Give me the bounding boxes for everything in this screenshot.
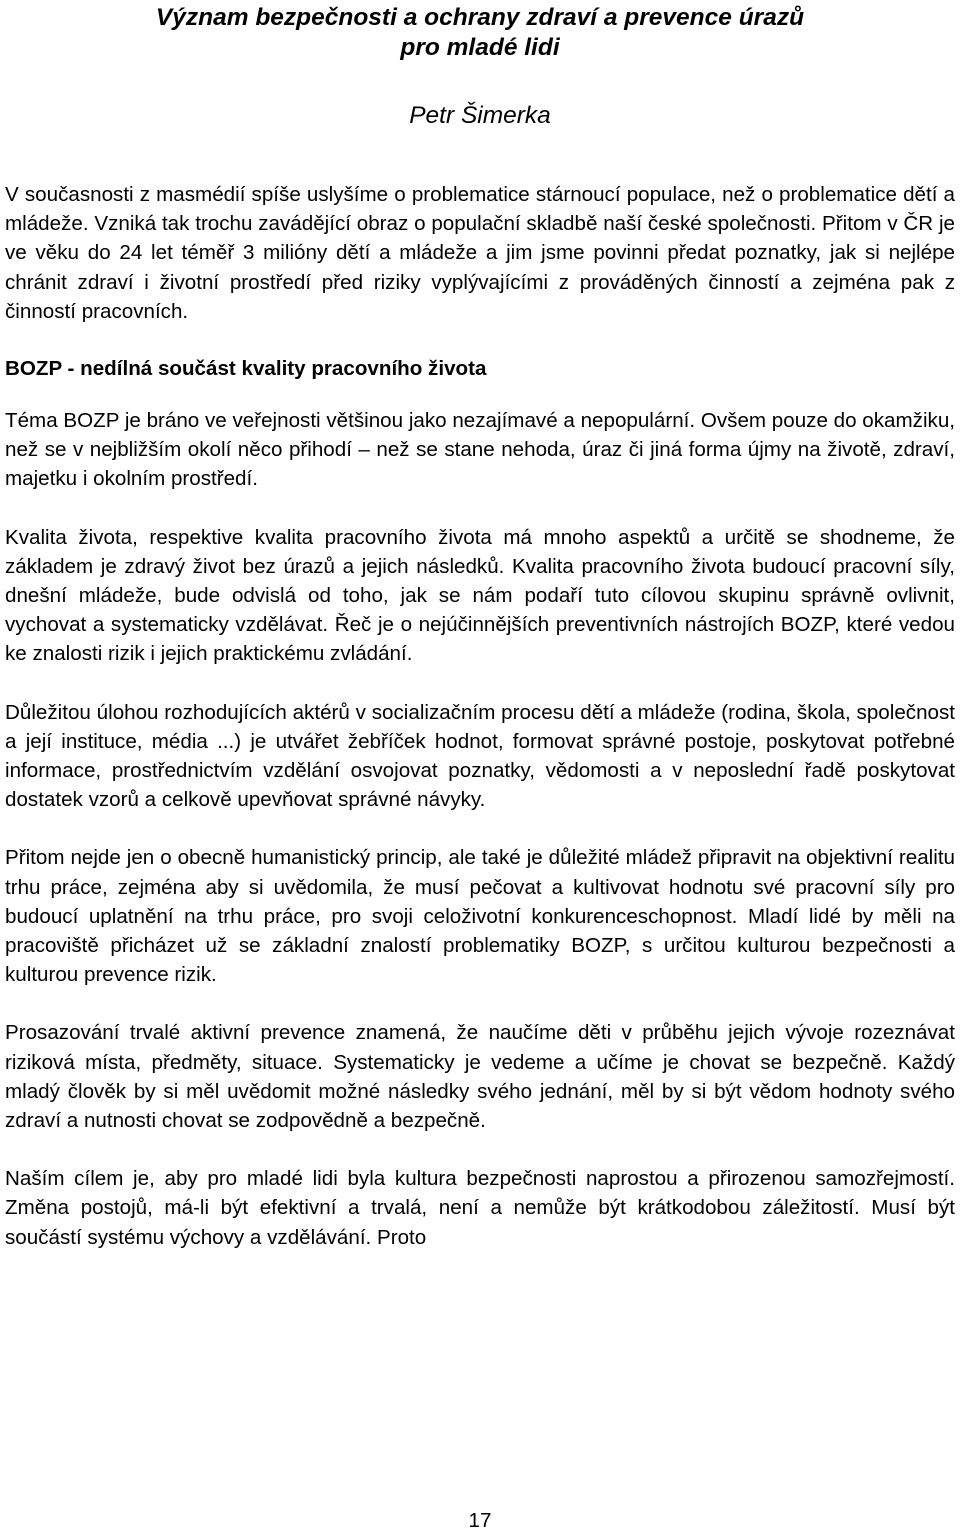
title-line-2: pro mladé lidi	[400, 34, 560, 61]
document-title	[5, 0, 955, 63]
paragraph-5: Přitom nejde jen o obecně humanistický princip, ale také je důležité mládež připravit na objektivní realitu trhu práce, zejména aby si uvědomila, že musí pečovat a kultivovat hodnotu své pracovní síly pro budoucí uplatnění na trhu práce, pro svoji celoživotní konkurenceschopnost. Mladí lidé by měli na pracoviště přicházet už se základní znalostí problematiky BOZP, s určitou kulturou bezpečnosti a kulturou prevence rizik.	[5, 846, 955, 987]
document-page	[5, 0, 955, 1252]
paragraph-3: Kvalita života, respektive kvalita pracovního života má mnoho aspektů a určitě se shodneme, že základem je zdravý život bez úrazů a jejich následků. Kvalita pracovního života budoucí pracovní síly, dnešní mládeže, bude odvislá od toho, jak se nám podaří tuto cílovou skupinu správně ovlivnit, vychovat a systematicky vzdělávat. Řeč je o nejúčinnějších preventivních nástrojích BOZP, které vedou ke znalosti rizik i jejich praktickému zvládání.	[5, 525, 955, 666]
paragraph-2: Téma BOZP je bráno ve veřejnosti většinou jako nezajímavé a nepopulární. Ovšem pouze do okamžiku, než se v nejbližším okolí něco přihodí – než se stane nehoda, úraz či jiná forma újmy na životě, zdraví, majetku i okolním prostředí.	[5, 409, 955, 491]
paragraph-7: Naším cílem je, aby pro mladé lidi byla kultura bezpečnosti naprostou a přirozenou samozřejmostí. Změna postojů, má-li být efektivní a trvalá, není a nemůže být krátkodobou záležitostí. Musí být součástí systému výchovy a vzdělávání. Proto	[5, 1167, 955, 1249]
title-line-1: Význam bezpečnosti a ochrany zdraví a prevence úrazů	[155, 4, 805, 31]
paragraph-6: Prosazování trvalé aktivní prevence znamená, že naučíme děti v průběhu jejich vývoje rozeznávat riziková místa, předměty, situace. Systematicky je vedeme a učíme je chovat se bezpečně. Každý mladý člověk by si měl uvědomit možné následky svého jednání, měl by si být vědom hodnoty svého zdraví a nutnosti chovat se zodpovědně a bezpečně.	[5, 1021, 955, 1133]
paragraph-intro: V současnosti z masmédií spíše uslyšíme o problematice stárnoucí populace, než o problematice dětí a mládeže. Vzniká tak trochu zavádějící obraz o populační skladbě naší české společnosti. Přitom v ČR je ve věku do 24 let téměř 3 milióny dětí a mládeže a jim jsme povinni předat poznatky, jak si nejlépe chránit zdraví i životní prostředí před riziky vyplývajícími z prováděných činností a zejména pak z činností pracovních.	[5, 183, 955, 323]
section-heading: BOZP - nedílná součást kvality pracovního života	[5, 357, 487, 381]
paragraph-4: Důležitou úlohou rozhodujících aktérů v socializačním procesu dětí a mládeže (rodina, škola, společnost a její instituce, média ...) je utvářet žebříček hodnot, formovat správné postoje, poskytovat potřebné informace, prostřednictvím vzdělání osvojovat poznatky, vědomosti a v neposlední řadě poskytovat dostatek vzorů a celkově upevňovat správné návyky.	[5, 700, 955, 812]
page-number: 17	[468, 1509, 492, 1532]
author-name: Petr Šimerka	[409, 102, 551, 129]
